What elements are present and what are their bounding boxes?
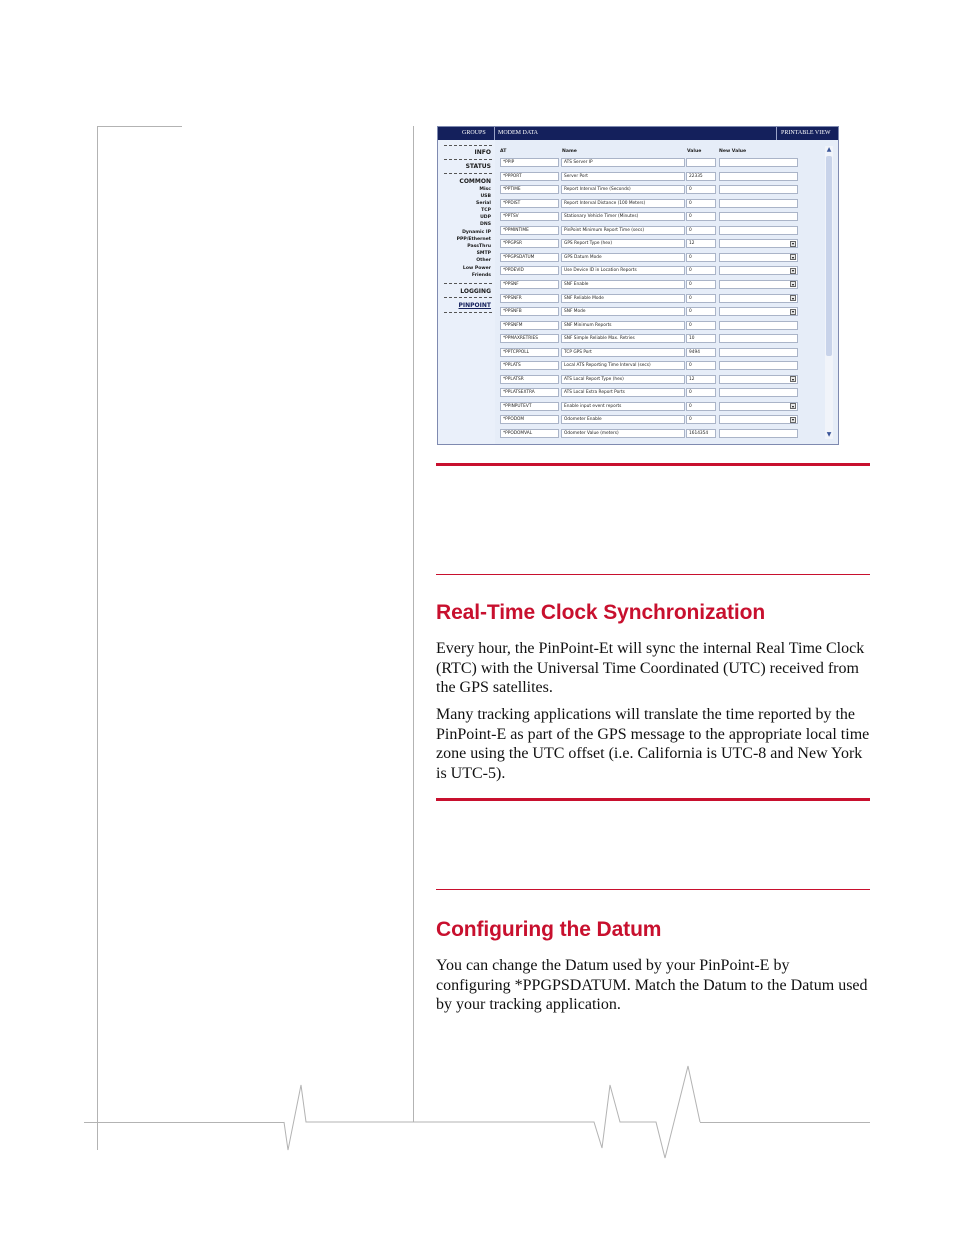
- row-new-value-input[interactable]: [719, 158, 798, 167]
- row-new-value-input[interactable]: [719, 415, 798, 424]
- modem-data-tab[interactable]: MODEM DATA: [498, 130, 539, 136]
- row-at-code: *PPSNFM: [500, 321, 559, 330]
- row-new-value-input[interactable]: [719, 334, 798, 343]
- row-current-value: 22335: [686, 172, 716, 181]
- nav-item-dns[interactable]: DNS: [480, 222, 491, 227]
- row-at-code: *PPTIME: [500, 185, 559, 194]
- rtc-paragraph-1: Every hour, the PinPoint-Et will sync the internal Real Time Clock (RTC) with the Universal Time Coordinated (UTC) received from the GPS satellites.: [436, 640, 865, 696]
- row-new-value-input[interactable]: [719, 212, 798, 221]
- nav-separator: [444, 159, 492, 160]
- row-current-value: 0: [686, 321, 716, 330]
- row-name: PinPoint Minimum Report Time (secs): [561, 226, 685, 235]
- row-name: SNF Mode: [561, 307, 685, 316]
- row-new-value-input[interactable]: [719, 172, 798, 181]
- modem-data-table: [495, 140, 838, 444]
- row-name: Report Interval Time (Seconds): [561, 185, 685, 194]
- nav-separator: [444, 297, 492, 298]
- row-at-code: *PPDEVID: [500, 266, 559, 275]
- nav-item-logging[interactable]: LOGGING: [460, 288, 491, 295]
- scroll-thumb[interactable]: [826, 156, 832, 356]
- row-at-code: *PPINPUTEVT: [500, 402, 559, 411]
- nav-item-friends[interactable]: Friends: [471, 273, 491, 278]
- row-new-value-input[interactable]: [719, 185, 798, 194]
- nav-separator: [444, 312, 492, 313]
- row-name: SNF Enable: [561, 280, 685, 289]
- row-name: GPS Report Type (hex): [561, 239, 685, 248]
- row-current-value: 12: [686, 239, 716, 248]
- col-header-value: Value: [687, 149, 702, 154]
- row-name: TCP GPS Port: [561, 348, 685, 357]
- nav-separator: [444, 145, 492, 146]
- row-current-value: 0: [686, 361, 716, 370]
- col-header-new-value: New Value: [719, 149, 747, 154]
- row-new-value-input[interactable]: [719, 239, 798, 248]
- datum-paragraph-1: You can change the Datum used by your PinPoint-E by configuring *PPGPSDATUM. Match the Datum to the Datum used by your tracking application.: [436, 957, 868, 1013]
- row-current-value: 1614354: [686, 429, 716, 438]
- row-new-value-input[interactable]: [719, 348, 798, 357]
- row-current-value: 0: [686, 294, 716, 303]
- row-at-code: *PPLATSEXTRA: [500, 388, 559, 397]
- row-at-code: *PPGPSDATUM: [500, 253, 559, 262]
- row-current-value: 0: [686, 226, 716, 235]
- row-name: ATS Local Extra Report Ports: [561, 388, 685, 397]
- row-current-value: 0: [686, 307, 716, 316]
- groups-nav: [438, 140, 495, 444]
- section-title-datum: Configuring the Datum: [436, 918, 662, 941]
- row-at-code: *PPLATSR: [500, 375, 559, 384]
- row-name: SNF Minimum Reports: [561, 321, 685, 330]
- row-current-value: 0: [686, 266, 716, 275]
- nav-item-dynamic-ip[interactable]: Dynamic IP: [462, 230, 491, 235]
- nav-item-usb[interactable]: USB: [480, 194, 491, 199]
- nav-item-ppp-ethernet[interactable]: PPP/Ethernet: [456, 237, 491, 242]
- scroll-up-icon[interactable]: ▲: [826, 146, 832, 153]
- row-current-value: 12: [686, 375, 716, 384]
- section-rule-thin: [436, 574, 870, 575]
- row-name: GPS Datum Mode: [561, 253, 685, 262]
- screenshot-header-bar: [438, 127, 838, 140]
- row-at-code: *PPODOMVAL: [500, 429, 559, 438]
- row-current-value: 0: [686, 212, 716, 221]
- chevron-down-icon[interactable]: [790, 403, 796, 409]
- row-name: Server Port: [561, 172, 685, 181]
- nav-separator: [444, 173, 492, 174]
- row-name: ATS Local Report Type (hex): [561, 375, 685, 384]
- nav-item-pinpoint[interactable]: PINPOINT: [458, 302, 491, 309]
- row-current-value: 0: [686, 415, 716, 424]
- row-new-value-input[interactable]: [719, 361, 798, 370]
- nav-item-misc[interactable]: Misc: [479, 187, 491, 192]
- section-rule-thick: [436, 798, 870, 801]
- row-new-value-input[interactable]: [719, 199, 798, 208]
- chevron-down-icon[interactable]: [790, 309, 796, 315]
- row-new-value-input[interactable]: [719, 388, 798, 397]
- nav-item-low-power[interactable]: Low Power: [462, 266, 491, 271]
- row-new-value-input[interactable]: [719, 402, 798, 411]
- header-separator: [776, 127, 777, 140]
- printable-view-link[interactable]: PRINTABLE VIEW: [781, 130, 831, 136]
- chevron-down-icon[interactable]: [790, 281, 796, 287]
- nav-item-common[interactable]: COMMON: [459, 178, 491, 185]
- row-current-value: 10: [686, 334, 716, 343]
- row-name: Odometer Value (meters): [561, 429, 685, 438]
- nav-item-serial[interactable]: Serial: [476, 201, 491, 206]
- chevron-down-icon[interactable]: [790, 268, 796, 274]
- row-at-code: *PPTSV: [500, 212, 559, 221]
- nav-item-other[interactable]: Other: [476, 258, 491, 263]
- nav-item-smtp[interactable]: SMTP: [476, 251, 491, 256]
- nav-item-passthru[interactable]: PassThru: [467, 244, 491, 249]
- row-at-code: *PPSNFB: [500, 307, 559, 316]
- modem-config-screenshot: [437, 126, 839, 445]
- row-at-code: *PPODOM: [500, 415, 559, 424]
- row-at-code: *PPSNF: [500, 280, 559, 289]
- row-new-value-input[interactable]: [719, 226, 798, 235]
- row-current-value: 0: [686, 185, 716, 194]
- col-header-name: Name: [562, 149, 577, 154]
- row-new-value-input[interactable]: [719, 307, 798, 316]
- row-new-value-input[interactable]: [719, 321, 798, 330]
- row-at-code: *PPPORT: [500, 172, 559, 181]
- table-scrollbar[interactable]: [825, 146, 833, 439]
- rtc-paragraph-2: Many tracking applications will translate the time reported by the PinPoint-E as part of the GPS message to the appropriate local time zone using the UTC offset (i.e. California is UTC-8 and New York is UTC-5).: [436, 706, 870, 782]
- section-title-rtc: Real-Time Clock Synchronization: [436, 601, 766, 624]
- row-name: SNF Simple Reliable Max. Retries: [561, 334, 685, 343]
- row-new-value-input[interactable]: [719, 280, 798, 289]
- row-name: Odometer Enable: [561, 415, 685, 424]
- row-current-value: 0: [686, 253, 716, 262]
- row-name: ATS Server IP: [561, 158, 685, 167]
- row-at-code: *PPIP: [500, 158, 559, 167]
- row-current-value: 0: [686, 280, 716, 289]
- chevron-down-icon[interactable]: [790, 376, 796, 382]
- section-rule-thin: [436, 889, 870, 890]
- row-new-value-input[interactable]: [719, 253, 798, 262]
- row-current-value: 0: [686, 402, 716, 411]
- nav-item-udp[interactable]: UDP: [480, 215, 491, 220]
- row-new-value-input[interactable]: [719, 429, 798, 438]
- header-separator: [494, 127, 495, 140]
- groups-header: GROUPS: [462, 130, 486, 136]
- row-at-code: *PPGPSR: [500, 239, 559, 248]
- row-at-code: *PPLATS: [500, 361, 559, 370]
- scroll-down-icon[interactable]: ▼: [826, 431, 832, 438]
- row-new-value-input[interactable]: [719, 266, 798, 275]
- row-current-value: 0: [686, 388, 716, 397]
- row-current-value: [686, 158, 716, 167]
- row-new-value-input[interactable]: [719, 375, 798, 384]
- row-name: Local ATS Reporting Time Interval (secs): [561, 361, 685, 370]
- nav-item-status[interactable]: STATUS: [465, 163, 491, 170]
- chevron-down-icon[interactable]: [790, 241, 796, 247]
- chevron-down-icon[interactable]: [790, 254, 796, 260]
- row-name: SNF Reliable Mode: [561, 294, 685, 303]
- row-at-code: *PPMINTIME: [500, 226, 559, 235]
- row-current-value: 9494: [686, 348, 716, 357]
- row-at-code: *PPTCPPOLL: [500, 348, 559, 357]
- chevron-down-icon[interactable]: [790, 295, 796, 301]
- nav-item-info[interactable]: INFO: [474, 149, 491, 156]
- chevron-down-icon[interactable]: [790, 417, 796, 423]
- nav-separator: [444, 283, 492, 284]
- col-header-at: AT: [500, 149, 507, 154]
- row-at-code: *PPMAXRETRIES: [500, 334, 559, 343]
- nav-item-tcp[interactable]: TCP: [481, 208, 491, 213]
- row-name: Enable input event reports: [561, 402, 685, 411]
- row-name: Use Device ID in Location Reports: [561, 266, 685, 275]
- row-name: Report Interval Distance (100 Meters): [561, 199, 685, 208]
- row-name: Stationary Vehicle Timer (Minutes): [561, 212, 685, 221]
- row-at-code: *PPDIST: [500, 199, 559, 208]
- row-at-code: *PPSNFR: [500, 294, 559, 303]
- section-rule-thick: [436, 463, 870, 466]
- row-new-value-input[interactable]: [719, 294, 798, 303]
- row-current-value: 0: [686, 199, 716, 208]
